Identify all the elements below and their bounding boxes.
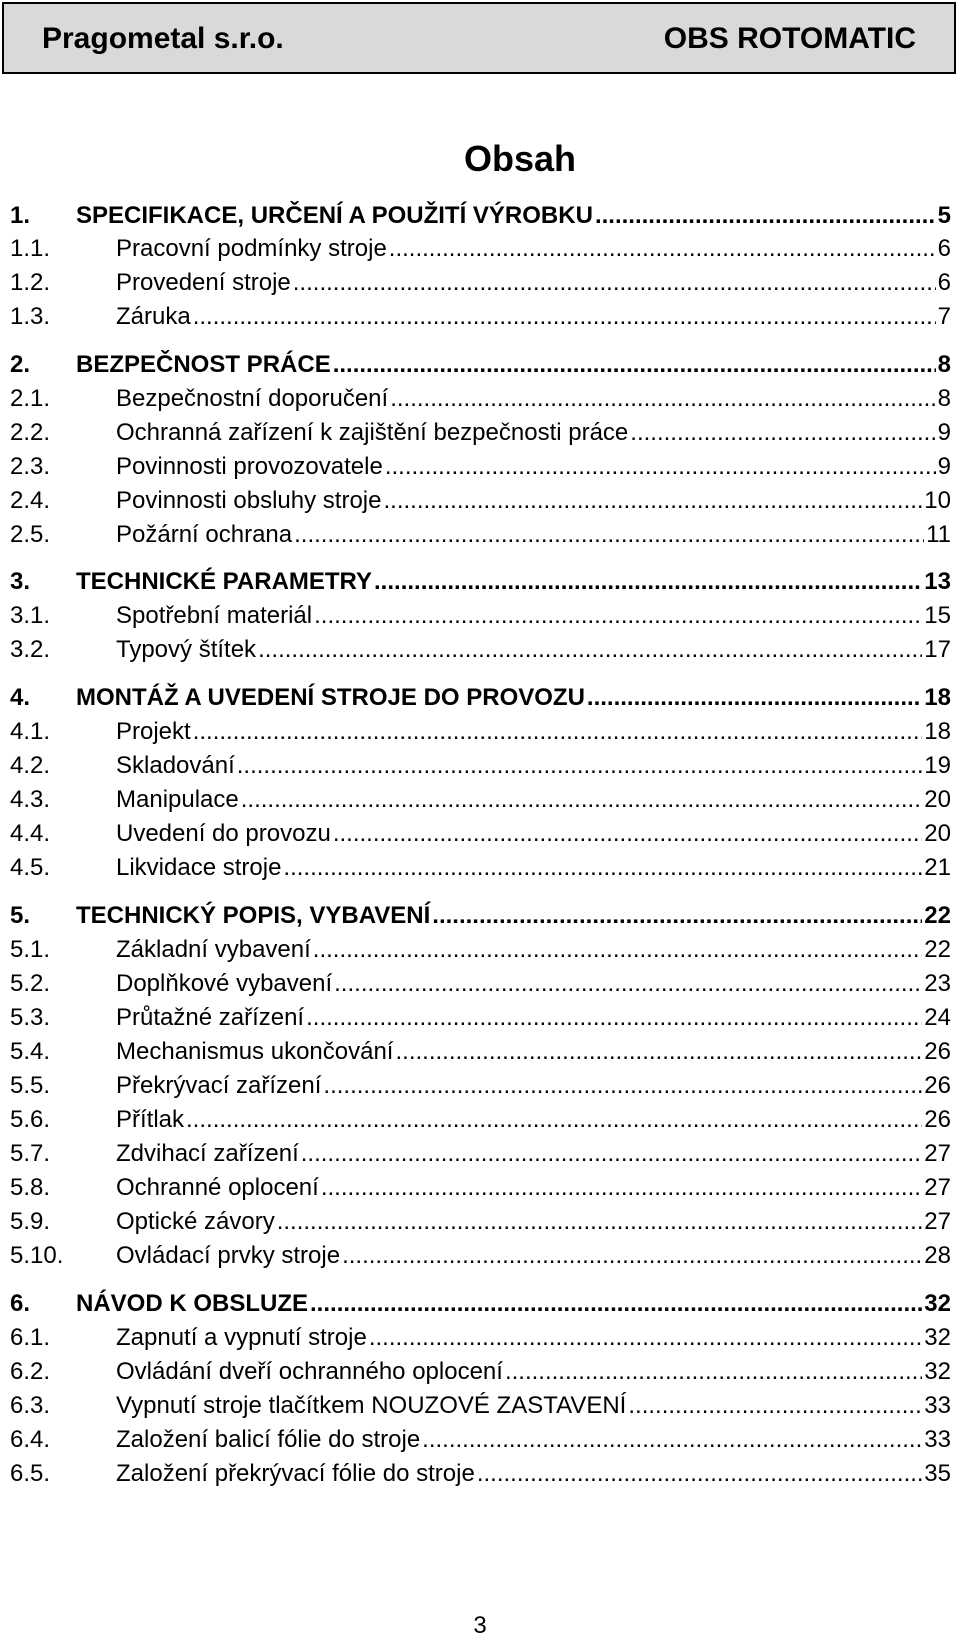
toc-entry-number: 5.2.	[10, 970, 51, 997]
toc-entry-page: 6	[937, 235, 951, 262]
toc-entry-title: Uvedení do provozu	[116, 820, 331, 847]
toc-entry-number: 4.2.	[10, 752, 51, 779]
toc-entry-page: 24	[924, 1004, 951, 1031]
toc-entry-number: 5.3.	[10, 1004, 51, 1031]
toc-entry-number: 2.	[10, 351, 31, 378]
toc-entry-page: 18	[924, 684, 951, 711]
toc-section-entry[interactable]	[10, 597, 951, 631]
toc-entry-page: 9	[937, 453, 951, 480]
toc-dot-leader	[333, 819, 922, 849]
toc-entry-title: NÁVOD K OBSLUZE	[76, 1290, 309, 1317]
toc-entry-number: 6.3.	[10, 1392, 51, 1419]
toc-entry-page: 26	[924, 1038, 951, 1065]
toc-section-entry[interactable]	[10, 1319, 951, 1353]
toc-dot-leader	[277, 1207, 923, 1237]
toc-section-entry[interactable]	[10, 747, 951, 781]
toc-dot-leader	[321, 1173, 922, 1203]
toc-section-entry[interactable]	[10, 264, 951, 298]
toc-entry-title: Založení balicí fólie do stroje	[116, 1426, 421, 1453]
toc-entry-number: 6.	[10, 1290, 31, 1317]
company-name: Pragometal s.r.o.	[42, 22, 284, 55]
toc-entry-page: 27	[924, 1208, 951, 1235]
toc-entry-number: 5.8.	[10, 1174, 51, 1201]
toc-entry-number: 4.1.	[10, 718, 51, 745]
toc-entry-title: Likvidace stroje	[116, 854, 282, 881]
toc-entry-title: SPECIFIKACE, URČENÍ A POUŽITÍ VÝROBKU	[76, 202, 593, 229]
toc-dot-leader	[628, 1391, 922, 1421]
toc-entry-number: 5.7.	[10, 1140, 51, 1167]
toc-entry-title: TECHNICKÝ POPIS, VYBAVENÍ	[76, 902, 431, 929]
page-title: Obsah	[463, 138, 577, 179]
toc-entry-number: 6.1.	[10, 1324, 51, 1351]
toc-section-entry[interactable]	[10, 713, 951, 747]
toc-dot-leader	[432, 901, 922, 931]
toc-entry-title: Ochranné oplocení	[116, 1174, 319, 1201]
toc-entry-title: Požární ochrana	[116, 521, 293, 548]
toc-entry-number: 6.5.	[10, 1460, 51, 1487]
toc-entry-number: 5.4.	[10, 1038, 51, 1065]
toc-section-entry[interactable]	[10, 298, 951, 332]
toc-entry-page: 17	[924, 636, 951, 663]
toc-entry-title: BEZPEČNOST PRÁCE	[76, 351, 331, 378]
toc-entry-title: Spotřební materiál	[116, 602, 313, 629]
page-number: 3	[473, 1612, 487, 1639]
toc-chapter-entry[interactable]	[10, 679, 951, 713]
toc-entry-page: 11	[926, 521, 951, 548]
toc-entry-title: Ovládací prvky stroje	[116, 1242, 341, 1269]
toc-entry-number: 2.3.	[10, 453, 51, 480]
toc-entry-number: 5.1.	[10, 936, 51, 963]
toc-dot-leader	[283, 853, 922, 883]
toc-chapter-entry[interactable]	[10, 346, 951, 380]
toc-entry-title: TECHNICKÉ PARAMETRY	[76, 568, 373, 595]
toc-entry-title: Základní vybavení	[116, 936, 311, 963]
toc-entry-page: 13	[924, 568, 951, 595]
toc-section-entry[interactable]	[10, 1033, 951, 1067]
toc-entry-page: 21	[924, 854, 951, 881]
toc-entry-title: Vypnutí stroje tlačítkem NOUZOVÉ ZASTAVENÍ	[116, 1392, 627, 1419]
toc-section-entry[interactable]	[10, 380, 951, 414]
toc-entry-page: 26	[924, 1106, 951, 1133]
toc-entry-number: 1.1.	[10, 235, 51, 262]
toc-entry-number: 5.	[10, 902, 31, 929]
toc-dot-leader	[293, 268, 936, 298]
toc-dot-leader	[241, 785, 923, 815]
toc-entry-number: 4.	[10, 684, 31, 711]
toc-section-entry[interactable]	[10, 849, 951, 883]
toc-entry-number: 1.3.	[10, 303, 51, 330]
toc-dot-leader	[385, 452, 936, 482]
toc-entry-page: 10	[924, 487, 951, 514]
toc-entry-page: 32	[924, 1290, 951, 1317]
toc-section-entry[interactable]	[10, 230, 951, 264]
toc-entry-page: 19	[924, 752, 951, 779]
toc-entry-number: 4.5.	[10, 854, 51, 881]
toc-entry-number: 6.2.	[10, 1358, 51, 1385]
toc-entry-page: 27	[924, 1140, 951, 1167]
toc-entry-number: 1.	[10, 202, 31, 229]
toc-dot-leader	[313, 935, 923, 965]
toc-dot-leader	[314, 601, 922, 631]
toc-entry-title: Průtažné zařízení	[116, 1004, 305, 1031]
toc-section-entry[interactable]	[10, 1353, 951, 1387]
toc-entry-title: Povinnosti obsluhy stroje	[116, 487, 382, 514]
toc-entry-title: Provedení stroje	[116, 269, 291, 296]
toc-entry-page: 22	[924, 936, 951, 963]
toc-section-entry[interactable]	[10, 414, 951, 448]
toc-entry-page: 18	[924, 718, 951, 745]
toc-entry-number: 2.4.	[10, 487, 51, 514]
toc-entry-page: 5	[937, 202, 951, 229]
toc-entry-title: Ochranná zařízení k zajištění bezpečnosti práce	[116, 419, 629, 446]
toc-dot-leader	[333, 350, 936, 380]
toc-section-entry[interactable]	[10, 815, 951, 849]
toc-section-entry[interactable]	[10, 1203, 951, 1237]
toc-entry-page: 27	[924, 1174, 951, 1201]
toc-entry-page: 22	[924, 902, 951, 929]
toc-dot-leader	[477, 1459, 922, 1489]
toc-dot-leader	[301, 1139, 923, 1169]
toc-entry-number: 1.2.	[10, 269, 51, 296]
toc-dot-leader	[505, 1357, 922, 1387]
toc-entry-page: 15	[924, 602, 951, 629]
toc-section-entry[interactable]	[10, 1455, 951, 1489]
toc-entry-title: Doplňkové vybavení	[116, 970, 333, 997]
toc-dot-leader	[630, 418, 935, 448]
toc-entry-page: 8	[937, 351, 951, 378]
toc-entry-title: Typový štítek	[116, 636, 257, 663]
toc-dot-leader	[258, 635, 922, 665]
toc-entry-title: Pracovní podmínky stroje	[116, 235, 387, 262]
toc-entry-title: Založení překrývací fólie do stroje	[116, 1460, 475, 1487]
toc-dot-leader	[374, 567, 922, 597]
toc-section-entry[interactable]	[10, 448, 951, 482]
toc-section-entry[interactable]	[10, 965, 951, 999]
toc-entry-title: Skladování	[116, 752, 235, 779]
toc-entry-title: Překrývací zařízení	[116, 1072, 322, 1099]
toc-dot-leader	[306, 1003, 922, 1033]
toc-entry-number: 6.4.	[10, 1426, 51, 1453]
toc-section-entry[interactable]	[10, 631, 951, 665]
toc-entry-number: 3.2.	[10, 636, 51, 663]
toc-entry-page: 32	[924, 1358, 951, 1385]
toc-entry-page: 28	[924, 1242, 951, 1269]
toc-entry-title: Zdvihací zařízení	[116, 1140, 299, 1167]
toc-entry-page: 20	[924, 820, 951, 847]
toc-dot-leader	[395, 1037, 922, 1067]
toc-dot-leader	[310, 1289, 922, 1319]
toc-dot-leader	[186, 1105, 922, 1135]
toc-dot-leader	[193, 717, 923, 747]
toc-chapter-entry[interactable]	[10, 197, 951, 231]
toc-section-entry[interactable]	[10, 1237, 951, 1271]
toc-chapter-entry[interactable]	[10, 1285, 951, 1319]
toc-entry-title: Projekt	[116, 718, 191, 745]
toc-entry-number: 5.10.	[10, 1242, 64, 1269]
toc-section-entry[interactable]	[10, 1169, 951, 1203]
toc-entry-page: 9	[937, 419, 951, 446]
toc-entry-title: Manipulace	[116, 786, 239, 813]
toc-section-entry[interactable]	[10, 482, 951, 516]
toc-entry-title: Povinnosti provozovatele	[116, 453, 383, 480]
toc-entry-page: 20	[924, 786, 951, 813]
toc-entry-number: 5.9.	[10, 1208, 51, 1235]
toc-entry-number: 2.5.	[10, 521, 51, 548]
product-name: OBS ROTOMATIC	[663, 22, 916, 55]
toc-dot-leader	[595, 201, 936, 231]
toc-section-entry[interactable]	[10, 1387, 951, 1421]
toc-dot-leader	[294, 520, 924, 550]
toc-entry-title: Ovládání dveří ochranného oplocení	[116, 1358, 503, 1385]
toc-entry-number: 3.1.	[10, 602, 51, 629]
toc-dot-leader	[237, 751, 923, 781]
toc-section-entry[interactable]	[10, 1101, 951, 1135]
toc-section-entry[interactable]	[10, 516, 951, 550]
toc-entry-title: Záruka	[116, 303, 191, 330]
toc-dot-leader	[587, 683, 922, 713]
toc-entry-number: 4.3.	[10, 786, 51, 813]
toc-entry-number: 3.	[10, 568, 31, 595]
toc-section-entry[interactable]	[10, 781, 951, 815]
toc-entry-page: 33	[924, 1426, 951, 1453]
toc-entry-title: Mechanismus ukončování	[116, 1038, 394, 1065]
toc-dot-leader	[342, 1241, 922, 1271]
toc-entry-title: Optické závory	[116, 1208, 275, 1235]
toc-entry-title: Přítlak	[116, 1106, 185, 1133]
toc-entry-page: 8	[937, 385, 951, 412]
toc-section-entry[interactable]	[10, 931, 951, 965]
toc-dot-leader	[422, 1425, 922, 1455]
toc-chapter-entry[interactable]	[10, 897, 951, 931]
toc-entry-title: MONTÁŽ A UVEDENÍ STROJE DO PROVOZU	[76, 684, 585, 711]
toc-entry-page: 32	[924, 1324, 951, 1351]
toc-entry-page: 26	[924, 1072, 951, 1099]
toc-section-entry[interactable]	[10, 1135, 951, 1169]
toc-dot-leader	[193, 302, 936, 332]
toc-section-entry[interactable]	[10, 1067, 951, 1101]
toc-entry-number: 2.1.	[10, 385, 51, 412]
toc-dot-leader	[383, 486, 922, 516]
toc-chapter-entry[interactable]	[10, 563, 951, 597]
toc-entry-number: 5.6.	[10, 1106, 51, 1133]
toc-entry-page: 35	[924, 1460, 951, 1487]
toc-entry-title: Zapnutí a vypnutí stroje	[116, 1324, 367, 1351]
toc-dot-leader	[369, 1323, 922, 1353]
toc-dot-leader	[323, 1071, 922, 1101]
toc-dot-leader	[334, 969, 922, 999]
toc-entry-number: 4.4.	[10, 820, 51, 847]
toc-dot-leader	[390, 384, 935, 414]
toc-dot-leader	[389, 234, 936, 264]
toc-entry-number: 2.2.	[10, 419, 51, 446]
toc-entry-page: 23	[924, 970, 951, 997]
toc-entry-page: 7	[937, 303, 951, 330]
toc-section-entry[interactable]	[10, 1421, 951, 1455]
toc-entry-page: 33	[924, 1392, 951, 1419]
toc-entry-title: Bezpečnostní doporučení	[116, 385, 389, 412]
toc-section-entry[interactable]	[10, 999, 951, 1033]
toc-entry-page: 6	[937, 269, 951, 296]
toc-entry-number: 5.5.	[10, 1072, 51, 1099]
